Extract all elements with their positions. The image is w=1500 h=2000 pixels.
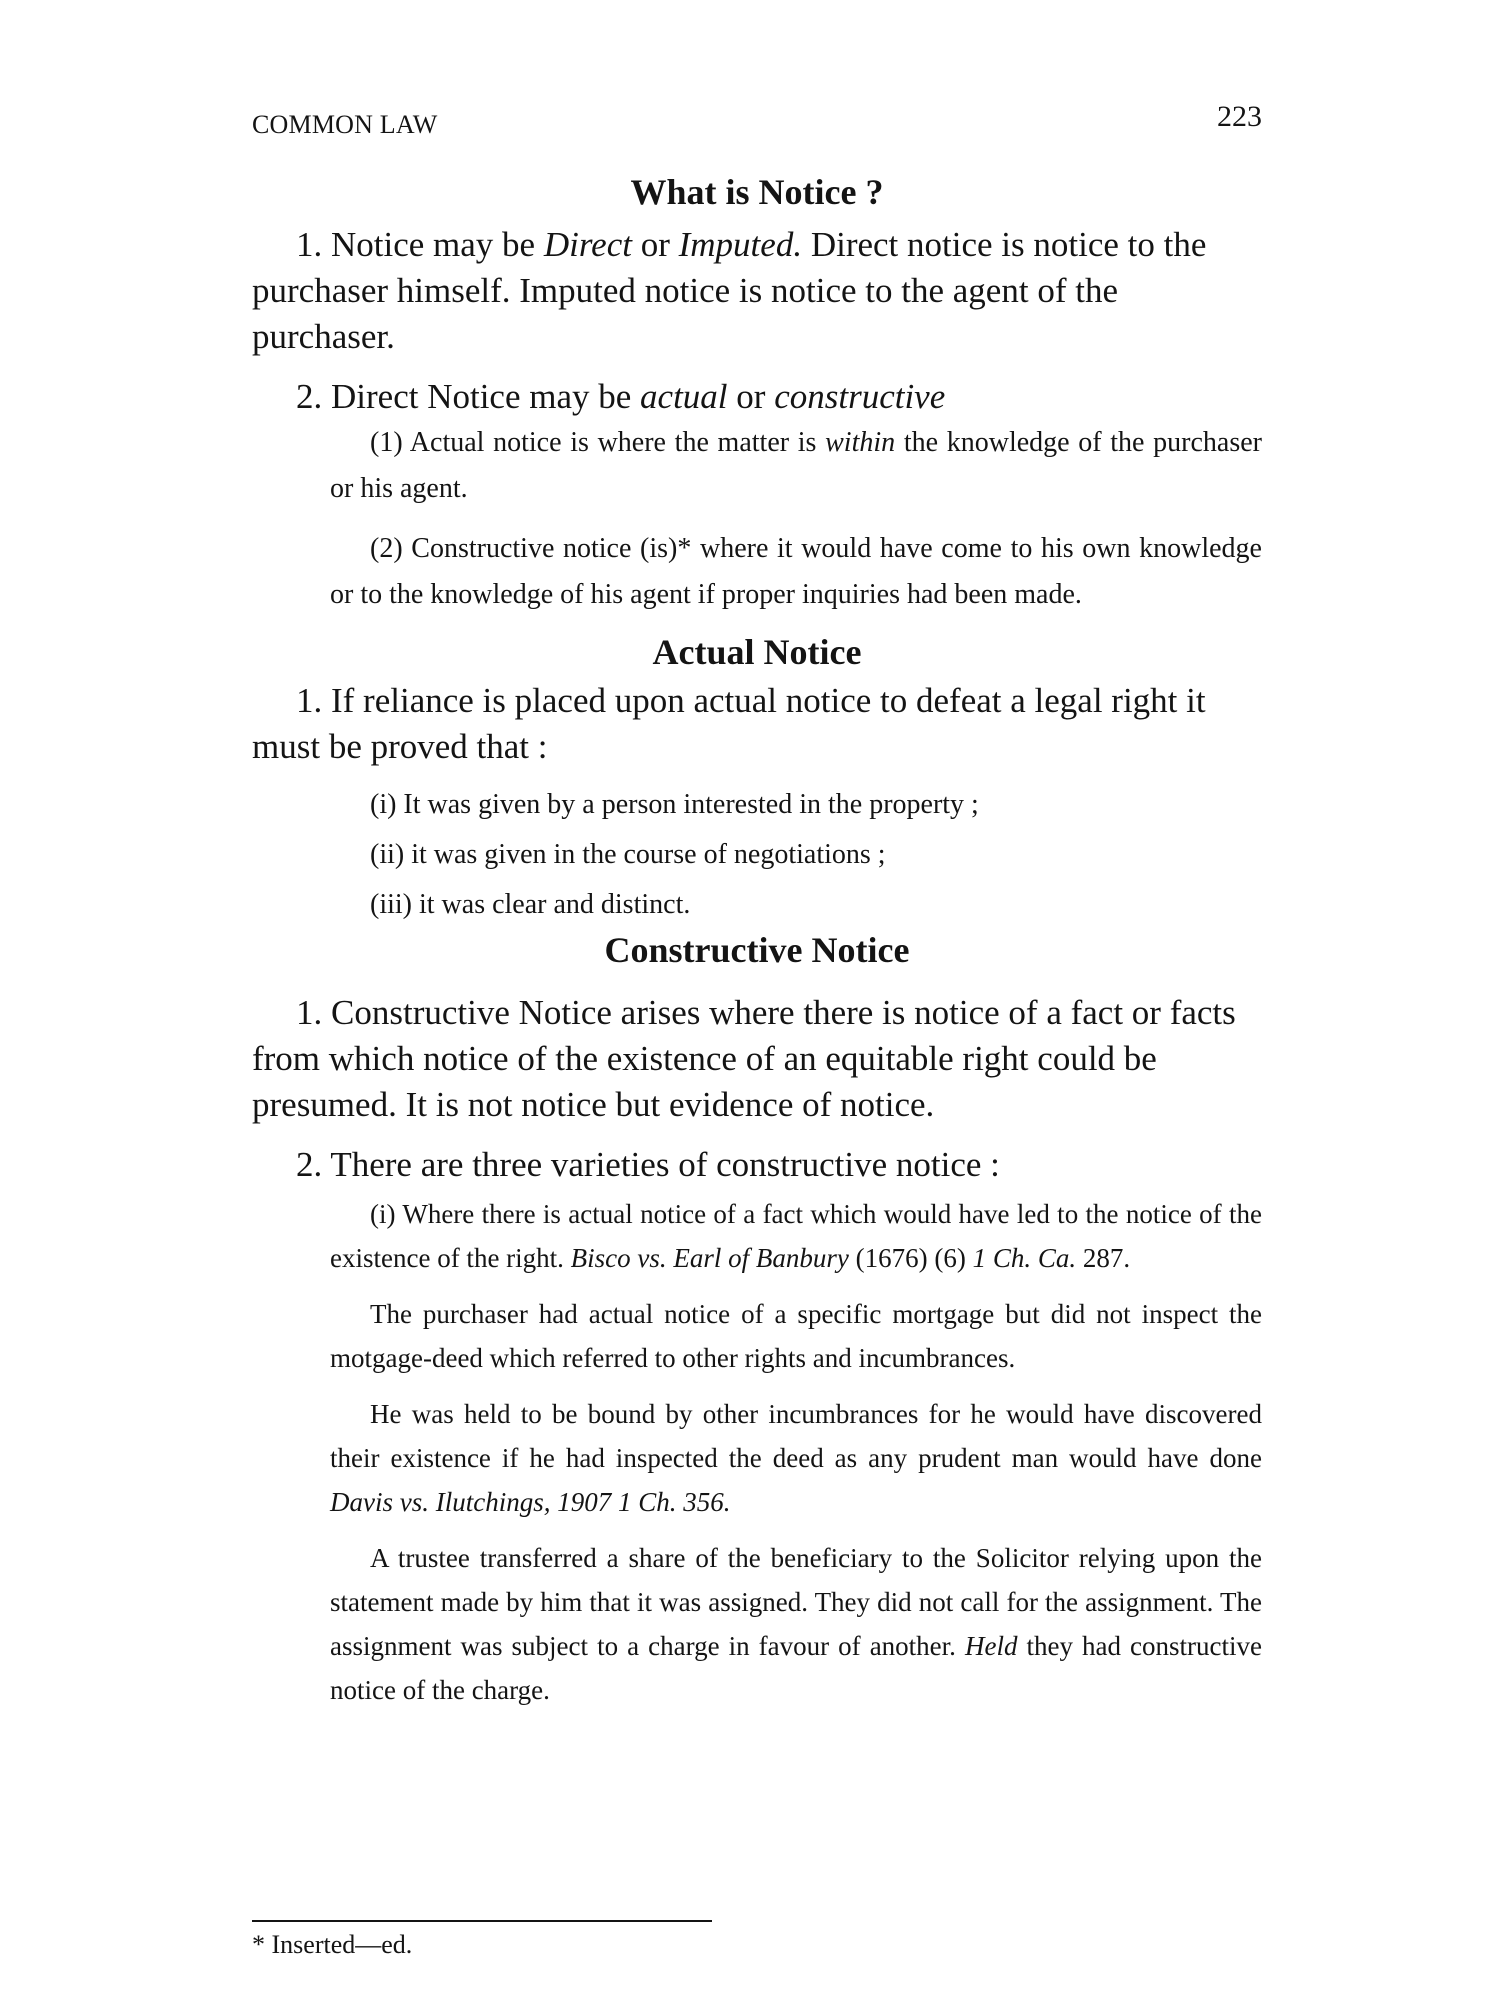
footnote-divider (252, 1920, 712, 1922)
paragraph-three-varieties: 2. There are three varieties of constructive notice : (296, 1145, 1000, 1184)
list-item-actual-notice-3: (iii) it was clear and distinct. (370, 889, 691, 920)
heading-constructive-notice: Constructive Notice (604, 930, 910, 970)
list-item-constructive-variety-1: (i) Where there is actual notice of a fact which would have led to the notice of the existence of the right. Bisco vs. Earl of Banbury (1676) (6) 1 Ch. Ca. 287. (330, 1199, 1262, 1273)
running-head: COMMON LAW (252, 110, 438, 139)
list-item-actual-notice-2: (ii) it was given in the course of negotiations ; (370, 839, 886, 870)
paragraph-case-davis: He was held to be bound by other incumbrances for he would have discovered their existence if he had inspected the deed as any prudent man would have done Davis vs. Ilutchings, 1907 1 Ch. 356. (330, 1399, 1262, 1517)
paragraph-actual-notice-definition: (1) Actual notice is where the matter is within the knowledge of the purchaser or his agent. (330, 427, 1262, 504)
paragraph-notice-direct-imputed: 1. Notice may be Direct or Imputed. Direct notice is notice to the purchaser himself. Imputed notice is notice to the agent of the purchaser. (252, 225, 1207, 356)
list-item-actual-notice-1: (i) It was given by a person interested in the property ; (370, 789, 979, 820)
page-body (252, 170, 1262, 1712)
paragraph-case-trustee: A trustee transferred a share of the beneficiary to the Solicitor relying upon the statement made by him that it was assigned. They did not call for the assignment. The assignment was subject to a charge in favour of another. Held they had constructive notice of the charge. (330, 1543, 1262, 1705)
footnote: * Inserted—ed. (252, 1930, 413, 1959)
paragraph-actual-notice-reliance: 1. If reliance is placed upon actual notice to defeat a legal right it must be proved that : (252, 681, 1206, 766)
page-header (252, 100, 1262, 140)
page-number: 223 (1217, 100, 1262, 133)
heading-what-is-notice: What is Notice ? (630, 172, 884, 212)
paragraph-constructive-notice-arises: 1. Constructive Notice arises where there is notice of a fact or facts from which notice of the existence of an equitable right could be presumed. It is not notice but evidence of notice. (252, 993, 1236, 1124)
paragraph-constructive-notice-definition: (2) Constructive notice (is)* where it would have come to his own knowledge or to the knowledge of his agent if proper inquiries had been made. (330, 533, 1262, 610)
heading-actual-notice: Actual Notice (652, 632, 862, 672)
paragraph-direct-notice: 2. Direct Notice may be actual or constructive (296, 377, 946, 416)
paragraph-case-mortgage: The purchaser had actual notice of a specific mortgage but did not inspect the motgage-deed which referred to other rights and incumbrances. (330, 1299, 1262, 1373)
